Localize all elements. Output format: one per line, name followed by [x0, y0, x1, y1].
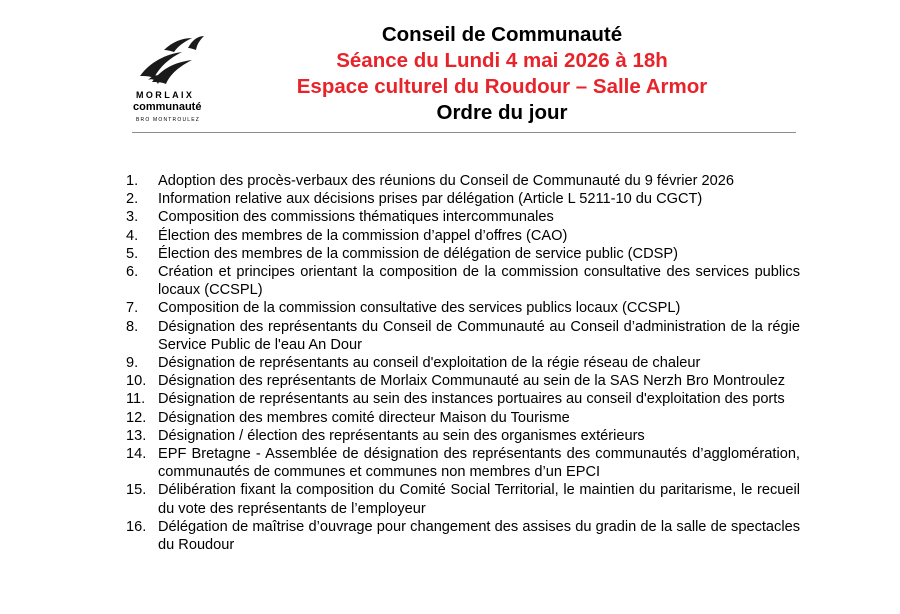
morlaix-communaute-logo	[128, 32, 228, 132]
agenda-item-text: Élection des membres de la commission de délégation de service public (CDSP)	[158, 245, 678, 262]
agenda-item-text: Élection des membres de la commission d’appel d’offres (CAO)	[158, 227, 568, 244]
agenda-item	[118, 208, 800, 226]
agenda-item	[118, 518, 800, 554]
agenda-item	[118, 390, 800, 408]
bird-logo-icon	[136, 32, 208, 90]
agenda-item-text: Désignation des membres comité directeur Maison du Tourisme	[158, 409, 570, 426]
agenda-item-text: Délégation de maîtrise d’ouvrage pour changement des assises du gradin de la salle de spectacles du Roudour	[158, 518, 800, 554]
agenda-item	[118, 372, 800, 390]
agenda-item-text: Information relative aux décisions prises par délégation (Article L 5211-10 du CGCT)	[158, 191, 703, 208]
header-titles	[252, 22, 752, 126]
agenda-item-number: 9.	[126, 355, 139, 372]
agenda-list	[118, 172, 800, 554]
agenda-item	[118, 227, 800, 245]
agenda-item-text: Désignation de représentants au sein des instances portuaires au conseil d'exploitation des ports	[158, 391, 785, 408]
agenda-item	[118, 263, 800, 299]
agenda-item	[118, 190, 800, 208]
document-title: Conseil de Communauté	[381, 23, 623, 46]
document-subtitle: Ordre du jour	[436, 101, 568, 124]
agenda-item	[118, 299, 800, 317]
agenda-item-number: 2.	[126, 191, 139, 208]
logo-subname: communauté	[133, 101, 202, 113]
agenda-item-number: 10.	[126, 373, 147, 390]
agenda-item-number: 3.	[126, 209, 139, 226]
agenda-item	[118, 481, 800, 517]
agenda-item-number: 16.	[126, 518, 147, 535]
agenda-item-number: 5.	[126, 245, 139, 262]
agenda-item	[118, 245, 800, 263]
agenda-item-text: Adoption des procès-verbaux des réunions du Conseil de Communauté du 9 février 2026	[158, 173, 734, 189]
agenda-item	[118, 318, 800, 354]
session-date: Séance du Lundi 4 mai 2026 à 18h	[336, 49, 668, 72]
agenda-item-number: 15.	[126, 482, 147, 499]
agenda-item	[118, 172, 800, 190]
agenda-item-text: Désignation des représentants du Conseil de Communauté au Conseil d’administration de la régie Service Public de l'eau An Dour	[158, 318, 800, 353]
agenda-item-text: Composition de la commission consultative des services publics locaux (CCSPL)	[158, 300, 681, 317]
agenda-item-number: 11.	[126, 391, 146, 408]
document-header	[0, 0, 900, 133]
agenda-item-text: Désignation / élection des représentants au sein des organismes extérieurs	[158, 427, 645, 444]
agenda-item	[118, 409, 800, 427]
agenda-item-number: 4.	[126, 227, 139, 244]
agenda-item-number: 6.	[126, 264, 139, 281]
agenda-item-number: 1.	[126, 173, 139, 189]
agenda-item-number: 8.	[126, 318, 139, 335]
logo-name: MORLAIX	[136, 90, 195, 100]
agenda-item-text: Désignation des représentants de Morlaix Communauté au sein de la SAS Nerzh Bro Montroulez	[158, 373, 786, 390]
agenda-item-text: Composition des commissions thématiques intercommunales	[158, 209, 554, 226]
agenda-item-number: 13.	[126, 427, 147, 444]
agenda-item-number: 12.	[126, 409, 147, 426]
agenda-item	[118, 354, 800, 372]
agenda-item-number: 14.	[126, 446, 147, 463]
session-venue: Espace culturel du Roudour – Salle Armor	[296, 75, 708, 98]
agenda-item-text: Délibération fixant la composition du Comité Social Territorial, le maintien du paritarisme, le recueil du vote des représentants de l’employeur	[158, 482, 800, 517]
agenda-item	[118, 445, 800, 481]
header-divider	[132, 132, 796, 133]
agenda-item-number: 7.	[126, 300, 139, 317]
agenda-item-text: EPF Bretagne - Assemblée de désignation des représentants des communautés d’agglomération, communautés de communes et communes non membres d’un EPCI	[158, 446, 800, 481]
logo-tagline: BRO MONTROULEZ	[136, 117, 201, 123]
agenda-item-text: Désignation de représentants au conseil d'exploitation de la régie réseau de chaleur	[158, 355, 701, 372]
agenda-item-text: Création et principes orientant la composition de la commission consultative des services publics locaux (CCSPL)	[158, 264, 800, 299]
agenda-item	[118, 427, 800, 445]
